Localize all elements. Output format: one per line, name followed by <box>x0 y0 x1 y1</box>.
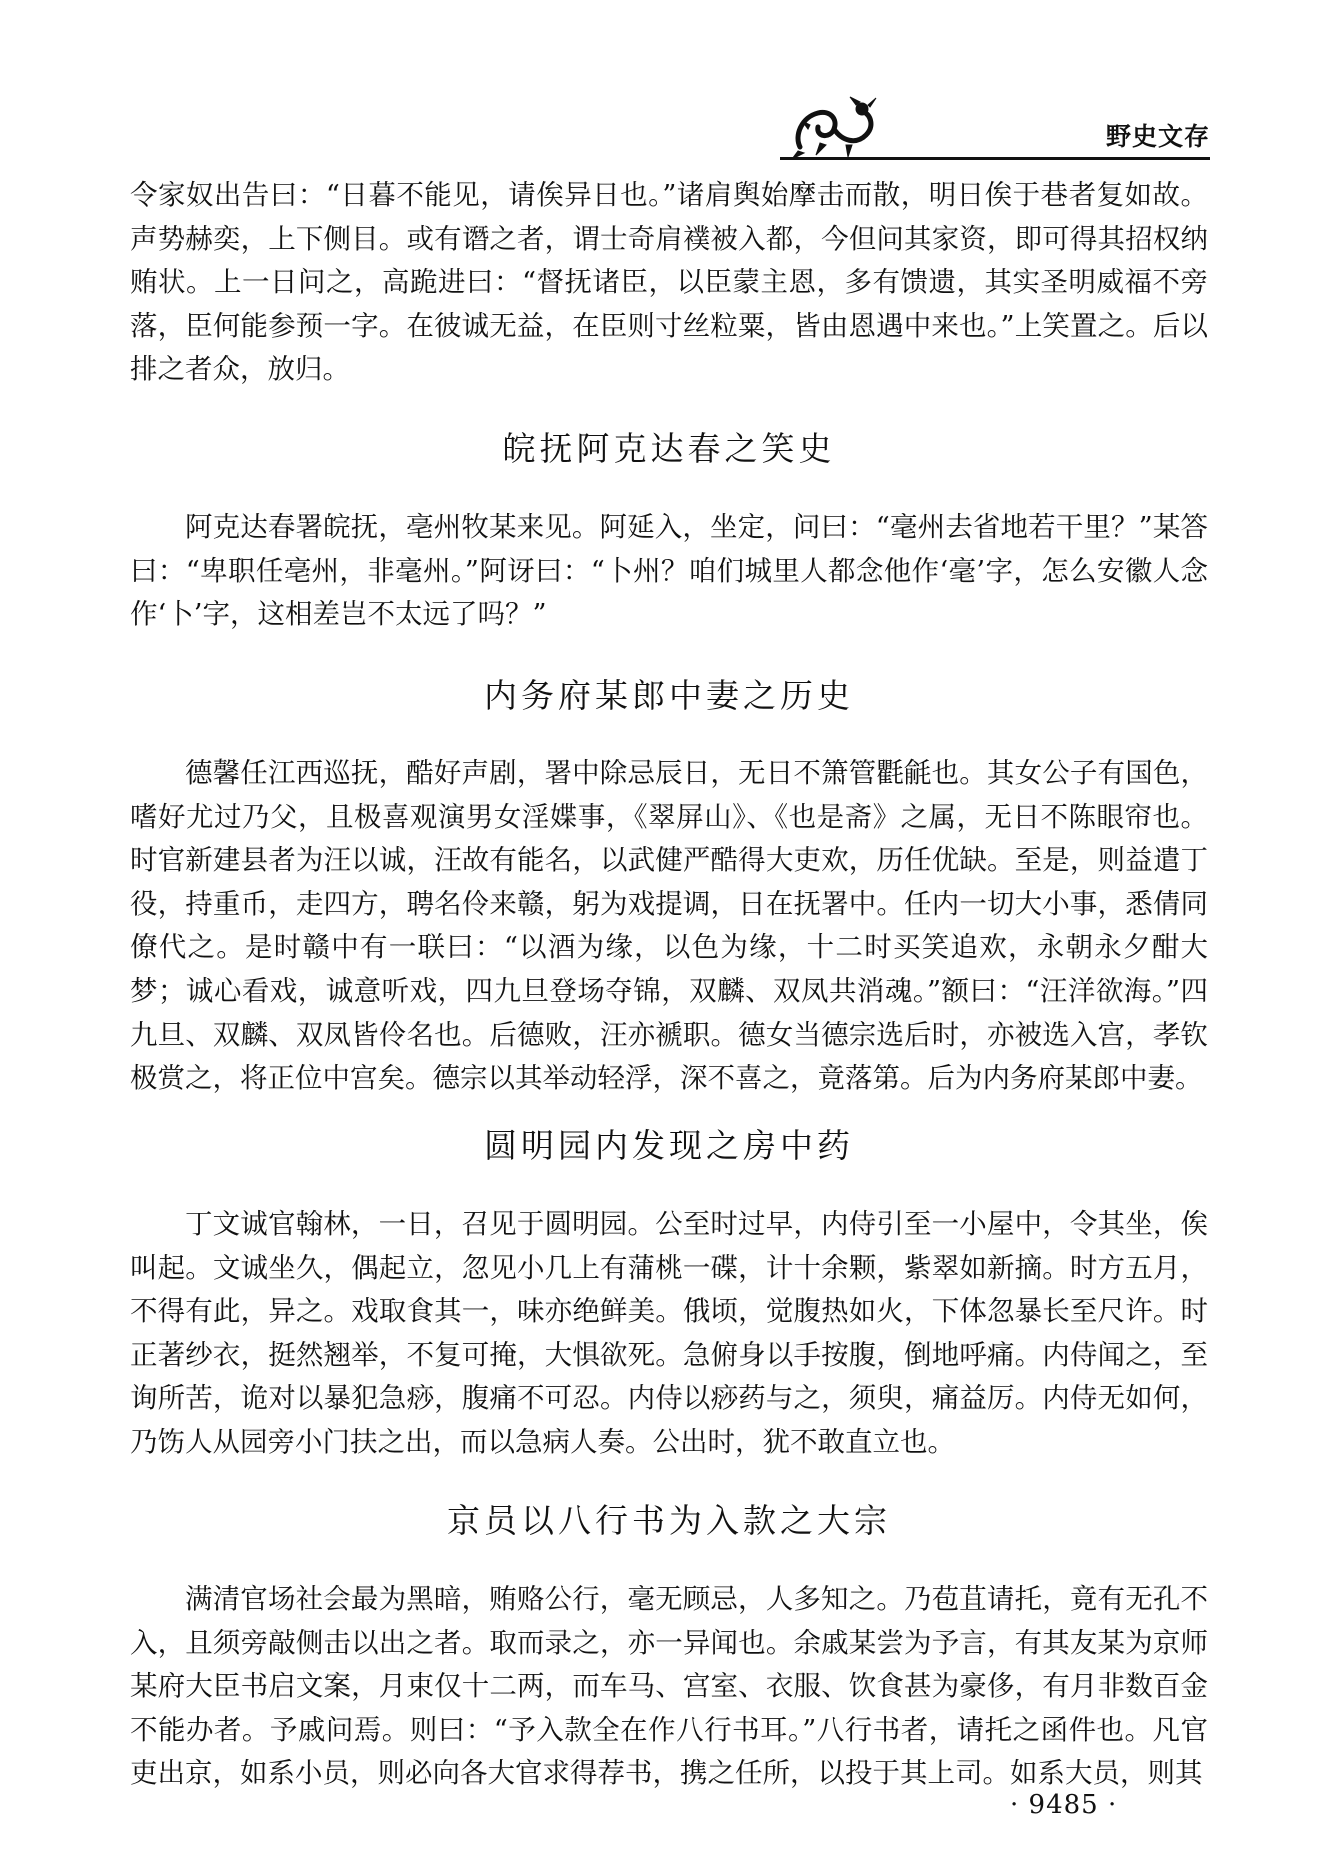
section-body-1 <box>130 506 1208 637</box>
section-title: 皖抚阿克达春之笑史 <box>502 429 836 468</box>
section-title: 圆明园内发现之房中药 <box>484 1126 854 1165</box>
page-number: · 9485 · <box>1010 1790 1118 1820</box>
header-title: 野史文存 <box>1105 122 1210 151</box>
section-paragraph: 德馨任江西巡抚，酷好声剧，署中除忌辰日，无日不箫管氍毹也。其女公子有国色，嗜好尤过乃父，且极喜观演男女淫媟事，《翠屏山》、《也是斋》之属，无日不陈眼帘也。时官新建县者为汪以诚，汪故有能名，以武健严酷得大吏欢，历任优缺。至是，则益遣丁役，持重币，走四方，聘名伶来赣，躬为戏提调，日在抚署中。任内一切大小事，悉倩同僚代之。是时赣中有一联曰：“以酒为缘，以色为缘，十二时买笑追欢，永朝永夕酣大梦；诚心看戏，诚意听戏，四九旦登场夺锦，双麟、双凤共消魂。”额曰：“汪洋欲海。”四九旦、双麟、双凤皆伶名也。后德败，汪亦褫职。德女当德宗选后时，亦被选入宫，孝钦极赏之，将正位中宫矣。德宗以其举动轻浮，深不喜之，竟落第。后为内务府某郎中妻。 <box>130 757 1208 1095</box>
section-title: 京员以八行书为入款之大宗 <box>447 1501 891 1540</box>
section-paragraph: 满清官场社会最为黑暗，贿赂公行，毫无顾忌，人多知之。乃苞苴请托，竟有无孔不入，且须旁敲侧击以出之者。取而录之，亦一异闻也。余戚某尝为予言，有其友某为京师某府大臣书启文案，月束仅十二两，而车马、宫室、衣服、饮食甚为豪侈，有月非数百金不能办者。予戚问焉。则曰：“予入款全在作八行书耳。”八行书者，请托之函件也。凡官吏出京，如系小员，则必向各大官求得荐书，携之任所，以投于其上司。如系大员，则其 <box>130 1583 1208 1790</box>
section-body-3 <box>130 1203 1208 1465</box>
section-heading-1 <box>130 423 1208 470</box>
section-paragraph: 阿克达春署皖抚，亳州牧某来见。阿延入，坐定，问曰：“毫州去省地若干里？”某答曰：“卑职任亳州，非毫州。”阿讶曰：“卜州？咱们城里人都念他作‘毫’字，怎么安徽人念作‘卜’字，这相差岂不太远了吗？” <box>130 511 1208 631</box>
section-body-2 <box>130 752 1208 1101</box>
section-paragraph: 丁文诚官翰林，一日，召见于圆明园。公至时过早，内侍引至一小屋中，令其坐，俟叫起。文诚坐久，偶起立，忽见小几上有蒲桃一碟，计十余颗，紫翠如新摘。时方五月，不得有此，异之。戏取食其一，味亦绝鲜美。俄顷，觉腹热如火，下体忽暴长至尺许。时正著纱衣，挺然翘举，不复可掩，大惧欲死。急俯身以手按腹，倒地呼痛。内侍闻之，至询所苦，诡对以暴犯急痧，腹痛不可忍。内侍以痧药与之，须臾，痛益厉。内侍无如何，乃饬人从园旁小门扶之出，而以急病人奏。公出时，犹不敢直立也。 <box>130 1208 1208 1458</box>
section-heading-3 <box>130 1120 1208 1167</box>
section-heading-4 <box>130 1495 1208 1542</box>
section-body-4 <box>130 1578 1208 1796</box>
section-heading-2 <box>130 670 1208 717</box>
dragon-emblem-icon <box>790 95 880 163</box>
opening-paragraph: 令家奴出告曰：“日暮不能见，请俟异日也。”诸肩舆始摩击而散，明日俟于巷者复如故。声势赫奕，上下侧目。或有谮之者，谓士奇肩襆被入都，今但问其家资，即可得其招权纳贿状。上一日问之，高跪进曰：“督抚诸臣，以臣蒙主恩，多有馈遗，其实圣明威福不旁落，臣何能参预一字。在彼诚无益，在臣则寸丝粒粟，皆由恩遇中来也。”上笑置之。后以排之者众，放归。 <box>130 179 1208 386</box>
section-title: 内务府某郎中妻之历史 <box>484 676 854 715</box>
running-header <box>780 95 1210 165</box>
header-rule <box>780 157 1210 160</box>
opening-section <box>130 174 1208 392</box>
